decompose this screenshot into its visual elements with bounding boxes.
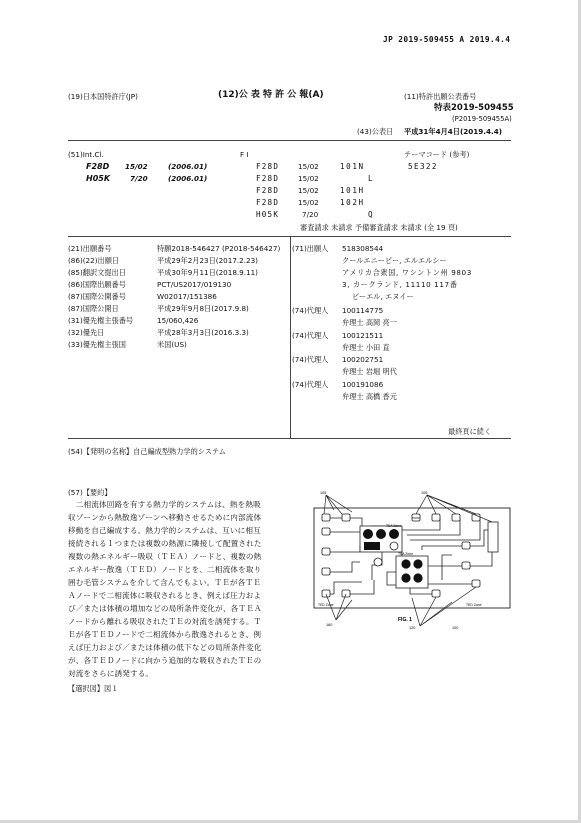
figure-side-module xyxy=(488,522,498,552)
pub-no-alt: (P2019-509455A) xyxy=(452,115,512,123)
abstract-heading: (57)【要約】 xyxy=(68,488,112,497)
abstract-line: 接続される１つまたは複数の熱源に隣接して配置された xyxy=(68,539,262,548)
fi-group: 7/20 xyxy=(302,210,319,219)
theme-label: テーマコード (参考) xyxy=(404,150,470,159)
divider-header xyxy=(68,140,511,141)
agent-name: 弁理士 高橋 香元 xyxy=(342,392,397,401)
divider-vertical xyxy=(290,236,291,438)
abstract-line: 囲む毛管システムを介して含んでもよい。ＴＥが各ＴＥ xyxy=(68,578,261,587)
invention-title: (54)【発明の名称】自己編成型熱力学的システム xyxy=(68,447,226,456)
applicant-label: (71)出願人 xyxy=(292,244,329,253)
office-name: (19)日本国特許庁(JP) xyxy=(68,92,138,101)
figure-zone-label: TED Zone xyxy=(318,603,334,607)
fi-code: F28D xyxy=(256,174,280,183)
figure-1-drawing xyxy=(312,490,517,630)
fi-code: H05K xyxy=(256,210,280,219)
figure-tea-node xyxy=(363,529,373,539)
bib-value: 平成30年9月11日(2018.9.11) xyxy=(157,268,258,277)
fi-label: F I xyxy=(240,150,249,159)
abstract-line: 複数の熱エネルギー吸収（ＴＥＡ）ノードと、複数の熱 xyxy=(68,552,262,561)
agent-number: 100114775 xyxy=(342,306,384,315)
abstract-line: ノードから離れる吸収されたＴＥの対流を誘発する。Ｔ xyxy=(68,617,262,626)
pub-date: 平成31年4月4日(2019.4.4) xyxy=(404,127,502,136)
continued-note: 最終頁に続く xyxy=(448,427,492,436)
abstract-line: エネルギー散逸（ＴＥＤ）ノードとを、二相流体を取り xyxy=(68,565,262,574)
intcl-version: (2006.01) xyxy=(168,174,208,183)
fi-suffix: 101H xyxy=(340,186,365,195)
figure-caption: FIG. 1 xyxy=(398,617,412,623)
abstract-line: えば圧力および／または体積の低下などの局所条件変化 xyxy=(68,643,262,652)
intcl-code: F28D xyxy=(86,162,110,171)
agent-number: 100121511 xyxy=(342,331,384,340)
figure-ted-node xyxy=(413,573,422,582)
abstract-line: 収ゾーンから熱散逸ゾーンへ移動させるために内部流体 xyxy=(68,513,262,522)
abstract-line: び／または体積の増加などの局所条件変化が、各ＴＥＡ xyxy=(68,604,262,613)
fi-suffix: 102H xyxy=(340,198,365,207)
agent-name: 弁理士 小田 直 xyxy=(342,343,390,352)
abstract-line: 対流をさらに誘発する。 xyxy=(68,669,154,678)
figure-tea-node xyxy=(389,529,399,539)
abstract-line: 二相流体回路を有する熱力学的システムは、熱を熱吸 xyxy=(68,500,261,509)
applicant-number: 518308544 xyxy=(342,244,384,253)
bib-label: (87)国際公開日 xyxy=(68,304,119,313)
fi-group: 15/02 xyxy=(298,186,319,195)
bib-value: 平成29年2月23日(2017.2.23) xyxy=(157,256,258,265)
fi-suffix: L xyxy=(368,174,373,183)
fi-suffix: 101N xyxy=(340,162,365,171)
intcl-group: 15/02 xyxy=(125,162,148,171)
figure-ted-node xyxy=(401,559,410,568)
intcl-group: 7/20 xyxy=(130,174,148,183)
intcl-code: H05K xyxy=(86,174,111,183)
gazette-title: (12)公 表 特 許 公 報(A) xyxy=(218,90,324,100)
abstract-line: Ａノードで二相流体に吸収されるとき、例えば圧力およ xyxy=(68,591,262,600)
pub-no-label: (11)特許出願公表番号 xyxy=(404,92,477,101)
selected-figure: 【選択図】図１ xyxy=(68,684,119,693)
figure-zone-label: TEA Zone xyxy=(386,524,402,528)
applicant-address: 3, カークランド, 11110 117番 xyxy=(342,280,458,289)
agent-name: 弁理士 岩堀 明代 xyxy=(342,367,397,376)
top-publication-number: JP 2019-509455 A 2019.4.4 xyxy=(383,35,511,44)
agent-number: 100202751 xyxy=(342,355,384,364)
figure-tea-node xyxy=(376,529,386,539)
bib-label: (21)出願番号 xyxy=(68,244,112,253)
bib-label: (87)国際公開番号 xyxy=(68,292,126,301)
figure-ref-label: 105 xyxy=(320,491,327,495)
figure-chip xyxy=(364,542,380,550)
agent-name: 弁理士 高岡 亮一 xyxy=(342,318,397,327)
applicant-address: ビーエル, エヌイー xyxy=(352,292,414,301)
applicant-address: アメリカ合衆国, ワシントン州 9803 xyxy=(342,268,472,277)
figure-ref-label: 105 xyxy=(421,491,428,495)
bib-value: 平成29年9月8日(2017.9.8) xyxy=(157,304,249,313)
abstract-line: Ｅが各ＴＥＤノードで二相流体から散逸されるとき、例 xyxy=(68,630,262,639)
examination-status: 審査請求 未請求 予備審査請求 未請求 (全 19 頁) xyxy=(300,223,458,232)
agent-number: 100191086 xyxy=(342,380,384,389)
pub-date-label: (43)公表日 xyxy=(357,127,394,136)
bib-label: (32)優先日 xyxy=(68,328,105,337)
fi-code: F28D xyxy=(256,186,280,195)
pub-no: 特表2019-509455 xyxy=(434,103,514,113)
fi-code: F28D xyxy=(256,198,280,207)
figure-ref-label: 160 xyxy=(326,623,333,627)
agent-label: (74)代理人 xyxy=(292,331,329,340)
figure-zone-label: TEA Zone xyxy=(398,552,414,556)
applicant-name: クールエニーピー, エルエルシー xyxy=(342,256,447,265)
intcl-version: (2006.01) xyxy=(168,162,208,171)
intcl-label: (51)Int.Cl. xyxy=(68,150,104,159)
fi-code: F28D xyxy=(256,162,280,171)
figure-ted-node xyxy=(413,559,422,568)
bib-value: 15/060,426 xyxy=(157,316,199,325)
bib-value: 米国(US) xyxy=(157,340,187,349)
divider-bib xyxy=(68,438,511,439)
abstract-line: が、各ＴＥＤノードに向かう追加的な吸収されたＴＥの xyxy=(68,656,262,665)
figure-zone-label: TED Zone xyxy=(466,603,482,607)
bib-value: PCT/US2017/019130 xyxy=(157,280,232,289)
bib-label: (86)(22)出願日 xyxy=(68,256,120,265)
bib-value: 特願2018-546427 (P2018-546427) xyxy=(157,244,281,253)
fi-group: 15/02 xyxy=(298,198,319,207)
bib-label: (85)翻訳文提出日 xyxy=(68,268,126,277)
bib-label: (31)優先権主張番号 xyxy=(68,316,134,325)
bib-value: 平成28年3月3日(2016.3.3) xyxy=(157,328,249,337)
fi-group: 15/02 xyxy=(298,162,319,171)
figure-ref-label: 100 xyxy=(452,626,459,630)
agent-label: (74)代理人 xyxy=(292,355,329,364)
fi-group: 15/02 xyxy=(298,174,319,183)
bib-label: (33)優先権主張国 xyxy=(68,340,126,349)
figure-ref-label: 120 xyxy=(409,626,416,630)
fi-suffix: Q xyxy=(368,210,373,219)
bib-label: (86)国際出願番号 xyxy=(68,280,126,289)
agent-label: (74)代理人 xyxy=(292,306,329,315)
bib-value: W02017/151386 xyxy=(157,292,217,301)
abstract-line: 移動を自己編成する。熱力学的システムは、互いに相互 xyxy=(68,526,261,535)
figure-ted-node xyxy=(401,573,410,582)
theme-code: 5E322 xyxy=(408,162,438,171)
agent-label: (74)代理人 xyxy=(292,380,329,389)
